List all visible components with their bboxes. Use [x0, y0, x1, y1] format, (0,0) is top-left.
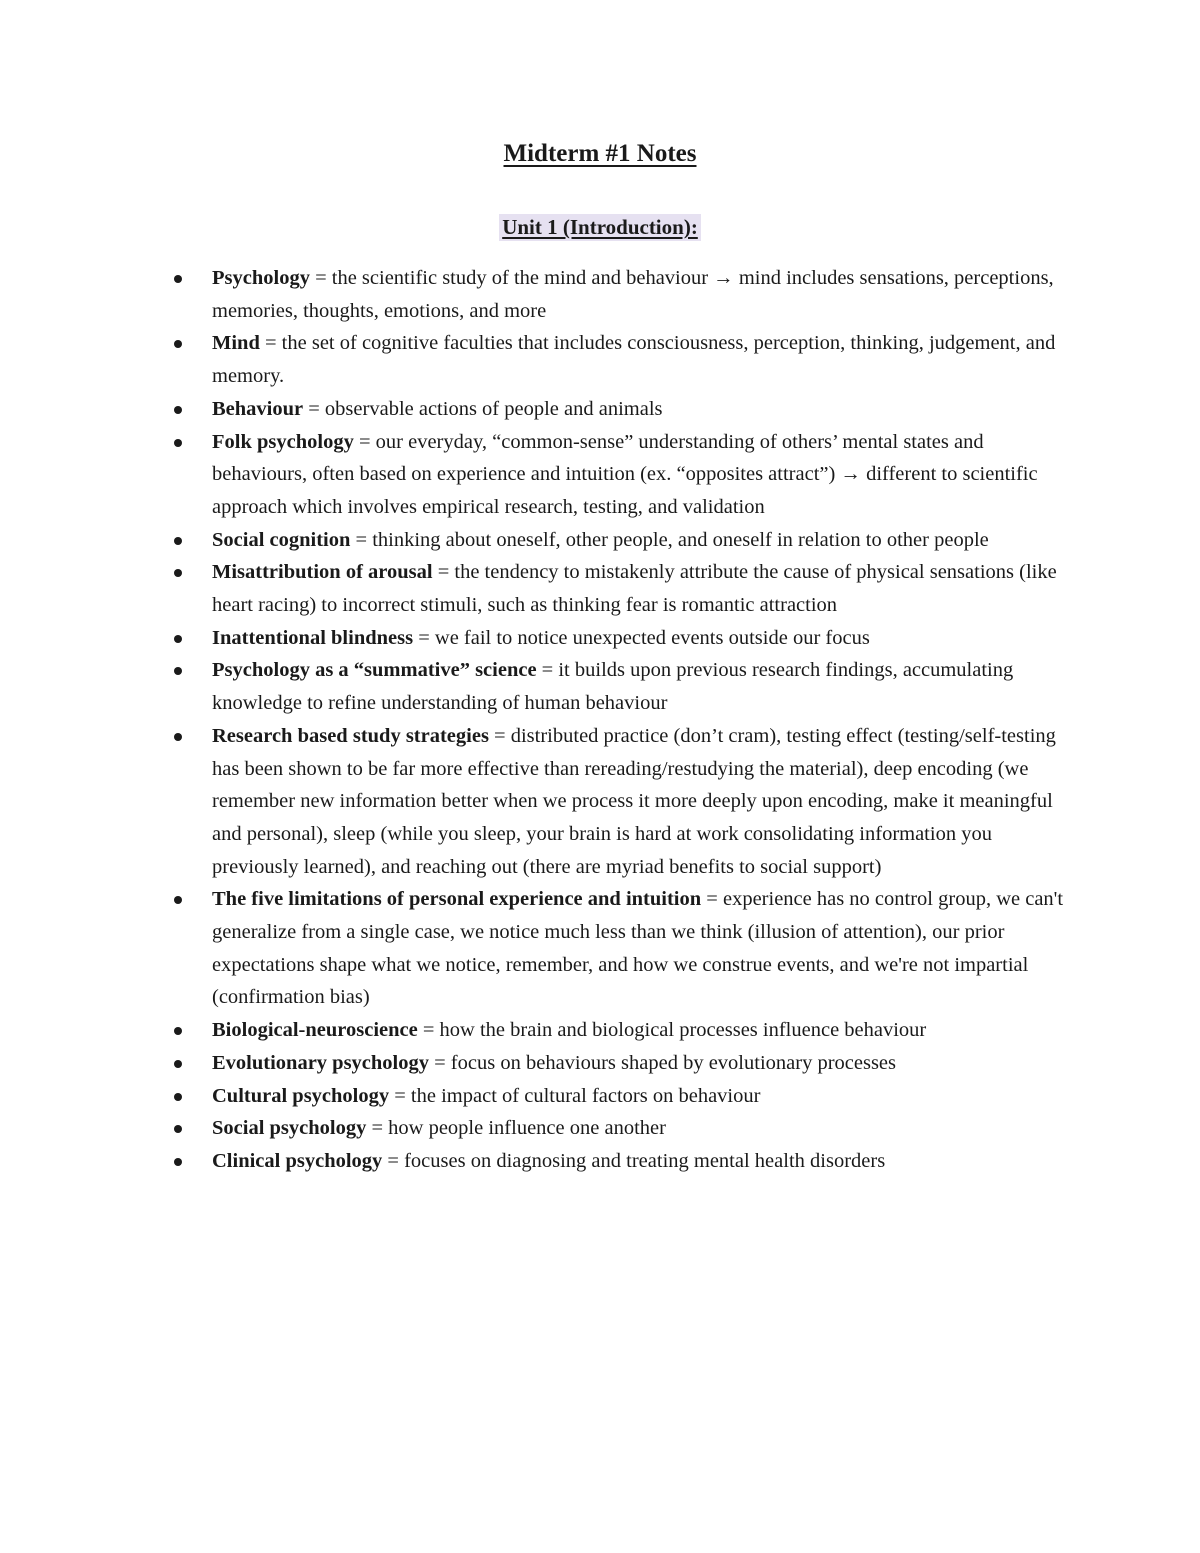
term: The five limitations of personal experience and intuition [212, 888, 702, 911]
term: Clinical psychology [212, 1149, 383, 1172]
list-item [212, 622, 1072, 655]
definition: = we fail to notice unexpected events outside our focus [413, 626, 870, 649]
definition: = how the brain and biological processes influence behaviour [417, 1019, 927, 1042]
term: Psychology [212, 267, 310, 289]
list-item [212, 654, 1072, 719]
term: Social cognition [212, 528, 351, 551]
list-item [212, 883, 1072, 1014]
term: Mind [212, 332, 260, 355]
bullet-icon [174, 275, 182, 283]
term: Research based study strategies [212, 724, 489, 747]
list-item [212, 720, 1072, 884]
list-item [212, 556, 1072, 621]
definition: = the tendency to mistakenly attribute the cause of physical sensations (like heart racing) to incorrect stimuli, such as thinking fear is romantic attraction [212, 561, 1057, 617]
list-item [212, 1080, 1072, 1113]
bullet-icon [174, 1060, 182, 1068]
page-title: Midterm #1 Notes [503, 140, 697, 167]
bullet-icon [174, 537, 182, 545]
bullet-icon [174, 733, 182, 741]
definition: = how people influence one another [366, 1117, 666, 1140]
notes-list [212, 262, 1072, 1178]
bullet-icon [174, 896, 182, 904]
list-item [212, 262, 1072, 327]
unit-heading-wrap [0, 214, 1200, 241]
definition: = distributed practice (don’t cram), testing effect (testing/self-testing has been shown to be far more effective than rereading/restudying the material), deep encoding (we remember new information better when we process it more deeply upon encoding, make it meaningful and personal), sleep (while you sleep, your brain is hard at work consolidating information you previously learned), and reaching out (there are myriad benefits to social support) [212, 724, 1056, 878]
definition: = our everyday, “common-sense” understanding of others’ mental states and behaviours, often based on experience and intuition (ex. “opposites attract”) → different to scientific approach which involves empirical research, testing, and validation [212, 430, 1038, 518]
definition: = experience has no control group, we can't generalize from a single case, we notice much less than we think (illusion of attention), our prior expectations shape what we notice, remember, and how we construe events, and we're not impartial (confirmation bias) [212, 888, 1064, 1009]
term: Inattentional blindness [212, 626, 414, 649]
list-item [212, 393, 1072, 426]
definition: = the set of cognitive faculties that includes consciousness, perception, thinking, judgement, and memory. [212, 332, 1056, 388]
list-item [212, 524, 1072, 557]
term: Cultural psychology [212, 1084, 390, 1107]
definition: = thinking about oneself, other people, and oneself in relation to other people [350, 528, 989, 551]
term: Misattribution of arousal [212, 561, 433, 584]
list-item [212, 327, 1072, 392]
term: Folk psychology [212, 430, 354, 453]
bullet-icon [174, 635, 182, 643]
list-item [212, 1112, 1072, 1145]
definition: = it builds upon previous research findings, accumulating knowledge to refine understanding of human behaviour [212, 659, 1014, 715]
term: Social psychology [212, 1117, 367, 1140]
term: Biological-neuroscience [212, 1019, 418, 1042]
list-item [212, 1145, 1072, 1178]
bullet-icon [174, 1093, 182, 1101]
definition: = the impact of cultural factors on behaviour [389, 1084, 761, 1107]
bullet-icon [174, 340, 182, 348]
bullet-icon [174, 439, 182, 447]
list-item [212, 1047, 1072, 1080]
unit-heading: Unit 1 (Introduction): [499, 214, 701, 241]
list-item [212, 426, 1072, 524]
definition: = the scientific study of the mind and behaviour → mind includes sensations, perceptions, memories, thoughts, emotions, and more [212, 267, 1054, 322]
term: Evolutionary psychology [212, 1051, 429, 1074]
bullet-icon [174, 1027, 182, 1035]
definition: = focuses on diagnosing and treating mental health disorders [382, 1149, 886, 1172]
definition: = observable actions of people and animals [303, 397, 663, 420]
definition: = focus on behaviours shaped by evolutionary processes [429, 1051, 897, 1074]
list-item [212, 1014, 1072, 1047]
term: Behaviour [212, 397, 304, 420]
bullet-icon [174, 667, 182, 675]
bullet-icon [174, 1158, 182, 1166]
bullet-icon [174, 569, 182, 577]
bullet-icon [174, 406, 182, 414]
term: Psychology as a “summative” science [212, 659, 537, 682]
bullet-icon [174, 1125, 182, 1133]
